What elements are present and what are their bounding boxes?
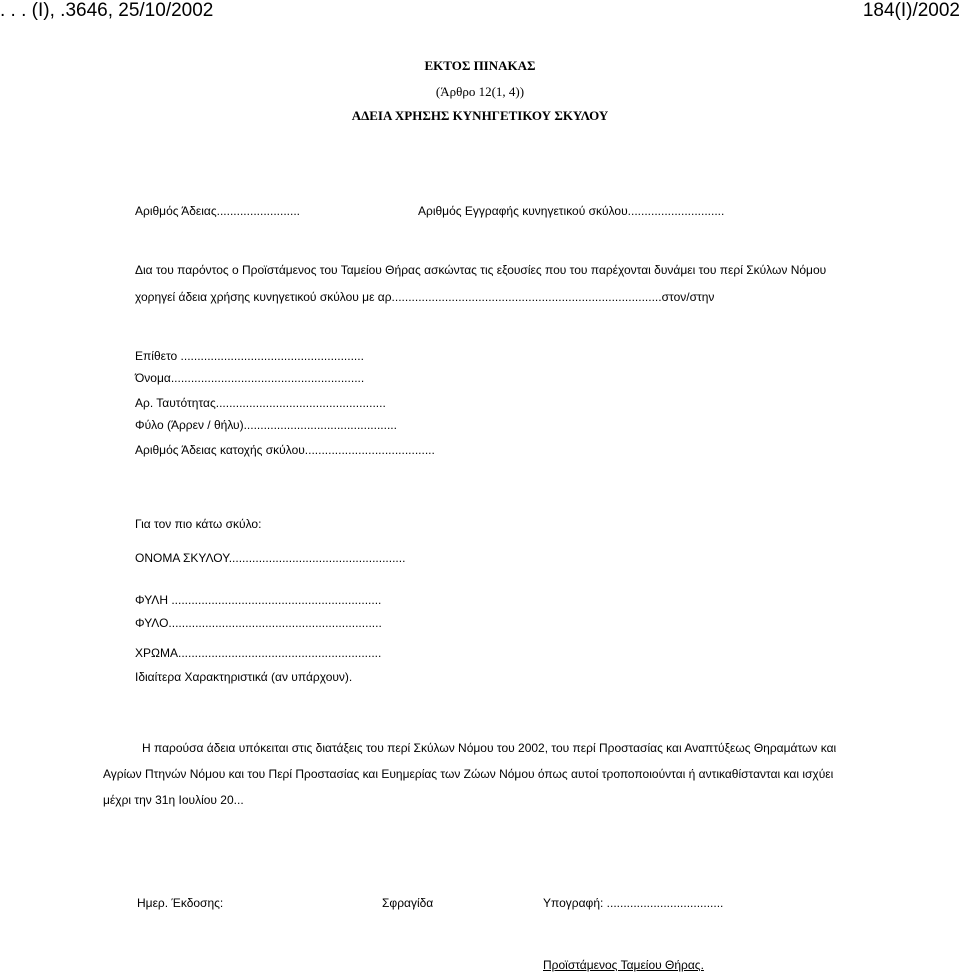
- surname-field: Επίθετο .......................................................: [135, 349, 364, 363]
- licence-number-field: Αριθμός Άδειας.........................: [135, 204, 300, 218]
- dog-section-heading: Για τον πιο κάτω σκύλο:: [135, 517, 262, 531]
- law-number: 184(I)/2002: [862, 0, 960, 21]
- dog-colour-field: ΧΡΩΜΑ.............................................................: [135, 646, 382, 660]
- registration-number-field: Αριθμός Εγγραφής κυνηγετικού σκύλου.............................: [418, 204, 725, 218]
- intro-line-2: χορηγεί άδεια χρήσης κυνηγετικού σκύλου με αρ.................................................................................στον/στην: [135, 290, 715, 304]
- seal-label: Σφραγίδα: [382, 896, 434, 910]
- terms-line-2: Αγρίων Πτηνών Νόμου και του Περί Προστασίας και Ευημερίας των Ζώων Νόμου όπως αυτοί τροποποιούνται ή αντικαθίστανται και ισχύει: [103, 767, 834, 781]
- dog-features-field: Ιδιαίτερα Χαρακτηριστικά (αν υπάρχουν).: [135, 670, 353, 684]
- issue-date-label: Ημερ. Έκδοσης:: [137, 896, 224, 910]
- first-name-field: Όνομα..........................................................: [135, 371, 365, 385]
- id-number-field: Αρ. Ταυτότητας...................................................: [135, 396, 386, 410]
- intro-line-1: Δια του παρόντος ο Προϊστάμενος του Ταμείου Θήρας ασκώντας τις εξουσίες που του παρέχονται δυνάμει του περί Σκύλων Νόμου: [135, 263, 827, 277]
- document-title: ΑΔΕΙΑ ΧΡΗΣΗΣ ΚΥΝΗΓΕΤΙΚΟΥ ΣΚΥΛΟΥ: [351, 108, 609, 123]
- holder-sex-field: Φύλο (Άρρεν / θήλυ)..............................................: [135, 418, 397, 432]
- dog-breed-field: ΦΥΛΗ ...............................................................: [135, 593, 382, 607]
- terms-line-1: Η παρούσα άδεια υπόκειται στις διατάξεις του περί Σκύλων Νόμου του 2002, του περί Προστασίας και Αναπτύξεως Θηραμάτων και: [142, 741, 837, 755]
- signatory-title: Προϊστάμενος Ταμείου Θήρας.: [543, 958, 704, 972]
- dog-ownership-licence-field: Αριθμός Άδειας κατοχής σκύλου.......................................: [135, 443, 435, 457]
- signature-field: Υπογραφή: ...................................: [543, 896, 724, 910]
- terms-line-3: μέχρι την 31η Ιουλίου 20...: [103, 793, 244, 807]
- article-reference: (Άρθρο 12(1, 4)): [435, 84, 525, 99]
- dog-name-field: ΟΝΟΜΑ ΣΚΥΛΟΥ.....................................................: [135, 551, 406, 565]
- dog-sex-field: ΦΥΛΟ................................................................: [135, 616, 382, 630]
- schedule-heading: ΕΚΤΟΣ ΠΙΝΑΚΑΣ: [424, 58, 536, 73]
- gazette-reference: . . . (I), .3646, 25/10/2002: [0, 0, 214, 21]
